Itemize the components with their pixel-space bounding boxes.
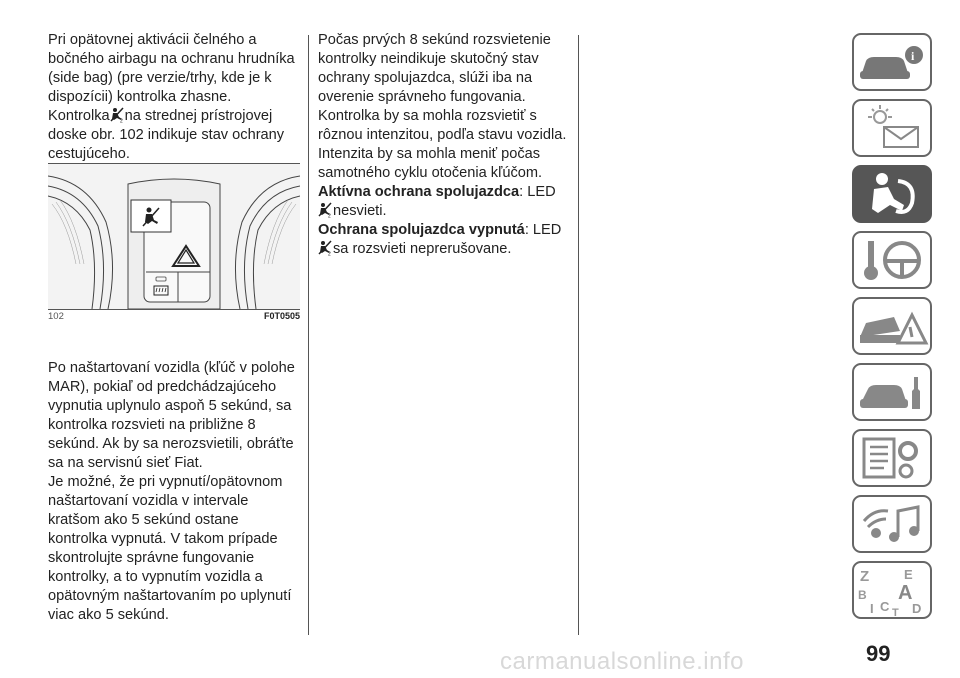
paragraph: Po naštartovaní vozidla (kľúč v polohe MAR), pokiaľ od predchádzajúceho vypnutia uplynulo aspoň 5 sekúnd, sa kontrolka rozsvieti na približne 8 sekúnd. Ak by sa nerozsvietili, obráťte sa na servisnú sieť Fiat. (48, 360, 295, 471)
index-icon (854, 563, 930, 617)
tab-emergency[interactable] (852, 297, 932, 355)
airbag-safety-icon (854, 167, 930, 221)
svg-text:2: 2 (328, 251, 331, 256)
paragraph: Počas prvých 8 sekúnd rozsvietenie kontrolky neindikuje skutočný stav ochrany spolujazdca, slúži iba na overenie správneho fungovania. Kontrolka by sa mohla rozsvietiť s rôznou intenzitou, podľa stavu vozidla. Intenzita by sa mohla meniť počas samotného cyklu otočenia kľúčom. (318, 32, 567, 181)
emergency-icon (854, 299, 930, 353)
paragraph-text: : LED (524, 222, 562, 238)
tab-key-steering[interactable] (852, 231, 932, 289)
tab-airbag-safety[interactable] (852, 165, 932, 223)
figure-code: F0T0505 (263, 311, 300, 321)
technical-data-icon (854, 431, 930, 485)
car-info-icon (854, 35, 930, 89)
index-letter: D (912, 601, 922, 616)
tab-index[interactable] (852, 561, 932, 619)
maintenance-icon (854, 365, 930, 419)
dashboard-illustration (48, 163, 300, 310)
center-console-drawing (48, 164, 300, 309)
key-steering-icon (854, 233, 930, 287)
figure-number: 102 (48, 311, 64, 322)
index-letter: B (858, 588, 867, 602)
left-column (48, 31, 300, 625)
index-letter: T (892, 607, 899, 617)
index-letter: Z (860, 568, 870, 585)
index-letter: I (870, 601, 874, 616)
tab-maintenance[interactable] (852, 363, 932, 421)
passenger-airbag-off-icon (318, 202, 333, 218)
figure-102 (48, 163, 300, 325)
watermark: carmanualsonline.info (500, 648, 744, 675)
tab-warning-lights[interactable] (852, 99, 932, 157)
index-letter: E (904, 567, 913, 582)
paragraph: Pri opätovnej aktivácii čelného a bočného airbagu na ochranu hrudníka (side bag) (pre verzie/trhy, kde je k dispozícii) kontrolka zhasne. (48, 32, 295, 105)
paragraph (48, 107, 300, 164)
tab-multimedia[interactable] (852, 495, 932, 553)
paragraph-text: Kontrolka (48, 108, 110, 124)
bold-label: Aktívna ochrana spolujazdca (318, 184, 520, 200)
column-divider (578, 35, 579, 635)
paragraph: Je možné, že pri vypnutí/opätovnom naštartovaní vozidla v intervale kratšom ako 5 sekúnd ostane kontrolka vypnutá. V takom prípade skontrolujte správne fungovanie kontrolky, a to vypnutím vozidla a opätovným naštartovaním po uplynutí viac ako 5 sekúnd. (48, 474, 292, 623)
page-number: 99 (866, 641, 891, 666)
svg-text:2: 2 (119, 118, 123, 123)
tab-technical-data[interactable] (852, 429, 932, 487)
warning-lights-icon (854, 101, 930, 155)
svg-text:i: i (911, 49, 915, 63)
column-divider (308, 35, 309, 635)
tab-car-info[interactable] (852, 33, 932, 91)
svg-text:2: 2 (328, 213, 331, 218)
paragraph-text: nesvieti. (333, 203, 387, 219)
passenger-protection-active (318, 183, 572, 221)
index-letter: A (898, 582, 913, 604)
index-letter: C (880, 599, 890, 614)
multimedia-icon (854, 497, 930, 551)
paragraph-text: : LED (519, 184, 556, 200)
passenger-airbag-off-icon (110, 107, 125, 123)
passenger-protection-off (318, 221, 572, 259)
bold-label: Ochrana spolujazdca vypnutá (318, 222, 525, 238)
paragraph-text: sa rozsvieti neprerušovane. (333, 241, 512, 257)
right-column (318, 31, 572, 259)
paragraph-text: na strednej prístrojovej doske obr. 102 indikuje stav ochrany cestujúceho. (48, 108, 285, 162)
passenger-airbag-off-icon (318, 240, 333, 256)
